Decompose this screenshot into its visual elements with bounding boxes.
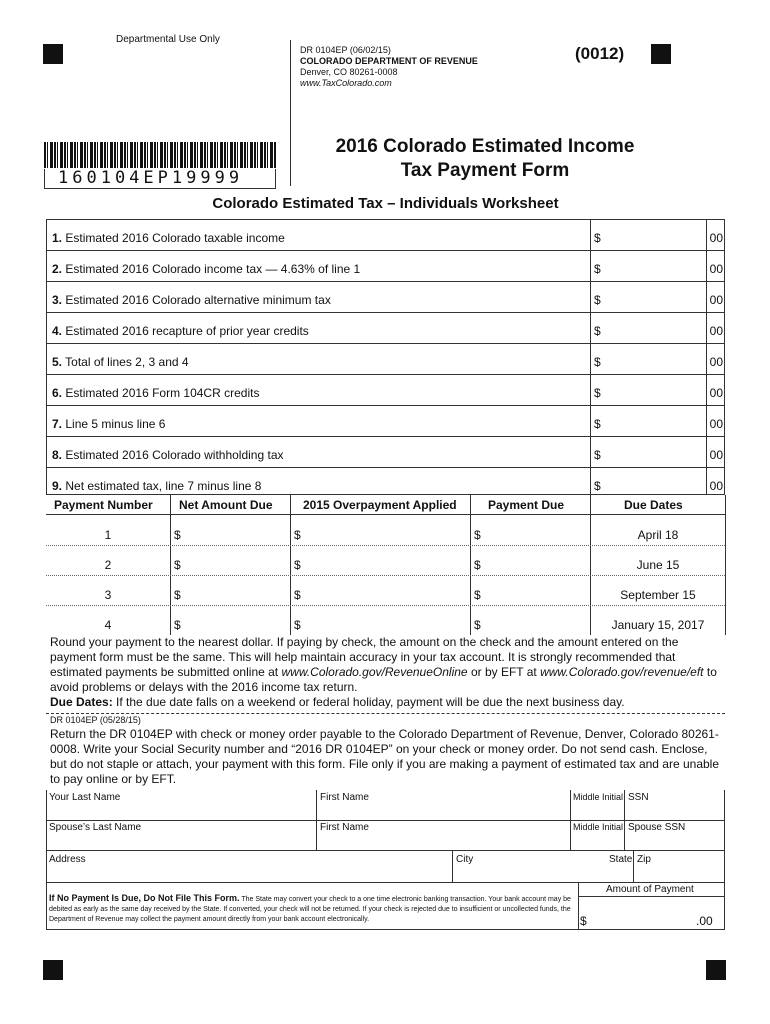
payment-row-2[interactable] [46,545,725,576]
registration-mark [651,44,671,64]
dollar-sign: $ [594,324,601,338]
header-net-amount: Net Amount Due [179,498,273,512]
voucher-col [316,790,317,850]
registration-mark [43,960,63,980]
spouse-ssn-field[interactable]: Spouse SSN [628,822,686,833]
eft-link[interactable]: www.Colorado.gov/revenue/eft [540,665,704,679]
payment-table-header [46,495,725,515]
voucher-col [452,850,453,882]
worksheet-line-label [52,448,284,462]
registration-mark [706,960,726,980]
barcode [44,142,276,168]
overpayment-dollar: $ [294,588,301,602]
revenue-online-link[interactable]: www.Colorado.gov/RevenueOnline [281,665,468,679]
amount-dollar-sign: $ [580,914,587,928]
no-payment-heading: If No Payment Is Due, Do Not File This Form. [49,893,240,903]
cents-value: 00 [709,479,723,493]
line-number: 5. [52,355,63,369]
due-dates-text: If the due date falls on a weekend or federal holiday, payment will be due the next business day. [116,695,625,709]
line-text: Estimated 2016 Form 104CR credits [65,386,260,400]
worksheet-line-6[interactable] [46,374,725,404]
city-field[interactable]: City [456,854,474,865]
line-text: Total of lines 2, 3 and 4 [65,355,189,369]
middle-initial-field[interactable]: Middle Initial [573,792,624,802]
header-payment-due: Payment Due [488,498,565,512]
dollar-sign: $ [594,479,601,493]
line-number: 7. [52,417,63,431]
dollar-sign: $ [594,448,601,462]
spouse-first-name-field[interactable]: First Name [320,822,369,833]
line-text: Estimated 2016 Colorado taxable income [65,231,285,245]
ssn-field[interactable]: SSN [628,792,649,803]
instructions-text: Round your payment to the nearest dollar. If paying by check, the amount on the check and the amount entered on the payment form must be the same. This will help maintain accuracy in your tax account. It is strongly recommended that estimated payments be submitted online at [50,635,679,679]
cents-value: 00 [709,448,723,462]
line-number: 8. [52,448,63,462]
payment-number: 1 [104,528,112,542]
line-text: Net estimated tax, line 7 minus line 8 [65,479,262,493]
cents-value: 00 [709,293,723,307]
line-number: 2. [52,262,63,276]
line-number: 6. [52,386,63,400]
header-payment-number: Payment Number [54,498,153,512]
cents-value: 00 [709,386,723,400]
voucher-form-code: DR 0104EP (05/28/15) [50,715,141,725]
form-number-code: (0012) [575,44,625,63]
worksheet-line-4[interactable] [46,312,725,342]
payment-due-dollar: $ [474,618,481,632]
payment-row-4[interactable] [46,605,725,636]
line-text: Estimated 2016 Colorado income tax — 4.63% of line 1 [65,262,361,276]
no-payment-notice [49,893,575,925]
line-number: 9. [52,479,63,493]
net-amount-dollar: $ [174,558,181,572]
worksheet-line-label [52,262,360,276]
payment-row-3[interactable] [46,575,725,606]
line-text: Estimated 2016 recapture of prior year credits [65,324,309,338]
cents-value: 00 [709,417,723,431]
registration-mark [43,44,63,64]
voucher-rule [578,896,725,897]
overpayment-dollar: $ [294,558,301,572]
line-number: 1. [52,231,63,245]
line-number: 4. [52,324,63,338]
departmental-use-label: Departmental Use Only [116,34,220,45]
department-city: Denver, CO 80261-0008 [300,67,398,77]
worksheet-line-8[interactable] [46,436,725,466]
worksheet-line-1[interactable] [46,219,725,249]
worksheet-line-2[interactable] [46,250,725,280]
cents-value: 00 [709,355,723,369]
voucher-col [570,790,571,850]
voucher-instructions: Return the DR 0104EP with check or money order payable to the Colorado Department of Revenue, Denver, Colorado 80261-0008. Write your Social Security number and “2016 DR 0104EP” on your check or money order. Do not send cash. Enclose, but do not staple or attach, your payment with this form. File only if you are making a payment of estimated tax and are unable to pay online or by EFT. [50,727,720,786]
cents-value: 00 [709,231,723,245]
tear-line [46,713,725,714]
voucher-col [633,850,634,882]
line-text: Line 5 minus line 6 [65,417,166,431]
form-code: DR 0104EP (06/02/15) [300,45,391,55]
worksheet-line-5[interactable] [46,343,725,373]
net-amount-dollar: $ [174,588,181,602]
last-name-field[interactable]: Your Last Name [49,792,121,803]
dollar-sign: $ [594,262,601,276]
worksheet-line-9[interactable] [46,467,725,497]
voucher-rule [46,850,725,851]
voucher-rule [46,882,725,883]
page-title [296,135,674,183]
dollar-sign: $ [594,231,601,245]
spouse-last-name-field[interactable]: Spouse’s Last Name [49,822,142,833]
instructions-text-end: to avoid problems or delays with the 2016 income tax return. [50,665,717,694]
department-website: www.TaxColorado.com [300,78,392,88]
instructions-text-eft: or by EFT at [470,665,537,679]
voucher-col [578,882,579,930]
zip-field[interactable]: Zip [637,854,651,865]
cents-value: 00 [709,324,723,338]
payment-col-divider [725,495,726,635]
no-payment-text: The State may convert your check to a one time electronic banking transaction. Your bank account may be debited as early as the same day received by the State. If converted, your check will not be returned. If your check is rejected due to insufficient or uncollected funds, the Department of Revenue may collect the payment amount directly from your bank account electronically. [49,896,571,923]
payment-instructions [50,635,722,710]
payment-row-1[interactable] [46,515,725,546]
title-line-1: 2016 Colorado Estimated Income [335,136,635,157]
payment-number: 3 [104,588,112,602]
worksheet-line-label [52,386,259,400]
header-divider [290,40,291,186]
payment-due-dollar: $ [474,558,481,572]
net-amount-dollar: $ [174,618,181,632]
due-date: April 18 [637,528,679,542]
payment-number: 2 [104,558,112,572]
amount-cents: .00 [696,914,713,928]
payment-due-dollar: $ [474,528,481,542]
due-dates-label: Due Dates: [50,695,113,709]
amount-of-payment-label: Amount of Payment [606,884,694,895]
line-number: 3. [52,293,63,307]
worksheet-line-label [52,479,261,493]
worksheet-line-label [52,231,285,245]
due-date: June 15 [636,558,680,572]
voucher-col [624,790,625,850]
overpayment-dollar: $ [294,618,301,632]
title-line-2: Tax Payment Form [400,160,570,181]
dollar-sign: $ [594,293,601,307]
department-name: COLORADO DEPARTMENT OF REVENUE [300,56,478,66]
worksheet-line-3[interactable] [46,281,725,311]
overpayment-dollar: $ [294,528,301,542]
address-field[interactable]: Address [49,854,86,865]
payment-number: 4 [104,618,112,632]
line-text: Estimated 2016 Colorado alternative minimum tax [65,293,331,307]
net-amount-dollar: $ [174,528,181,542]
worksheet-line-label [52,293,331,307]
dollar-sign: $ [594,386,601,400]
state-field[interactable]: State [609,854,633,865]
dollar-sign: $ [594,417,601,431]
line-text: Estimated 2016 Colorado withholding tax [65,448,284,462]
worksheet-line-7[interactable] [46,405,725,435]
spouse-middle-initial-field[interactable]: Middle Initial [573,822,624,832]
first-name-field[interactable]: First Name [320,792,369,803]
dollar-sign: $ [594,355,601,369]
worksheet-line-label [52,417,165,431]
worksheet-title: Colorado Estimated Tax – Individuals Worksheet [212,195,559,212]
barcode-number: 160104EP19999 [58,168,244,188]
due-date: January 15, 2017 [611,618,705,632]
header-overpayment: 2015 Overpayment Applied [303,498,457,512]
due-date: September 15 [620,588,696,602]
worksheet-line-label [52,355,189,369]
worksheet-line-label [52,324,309,338]
header-due-dates: Due Dates [624,498,683,512]
cents-value: 00 [709,262,723,276]
payment-due-dollar: $ [474,588,481,602]
